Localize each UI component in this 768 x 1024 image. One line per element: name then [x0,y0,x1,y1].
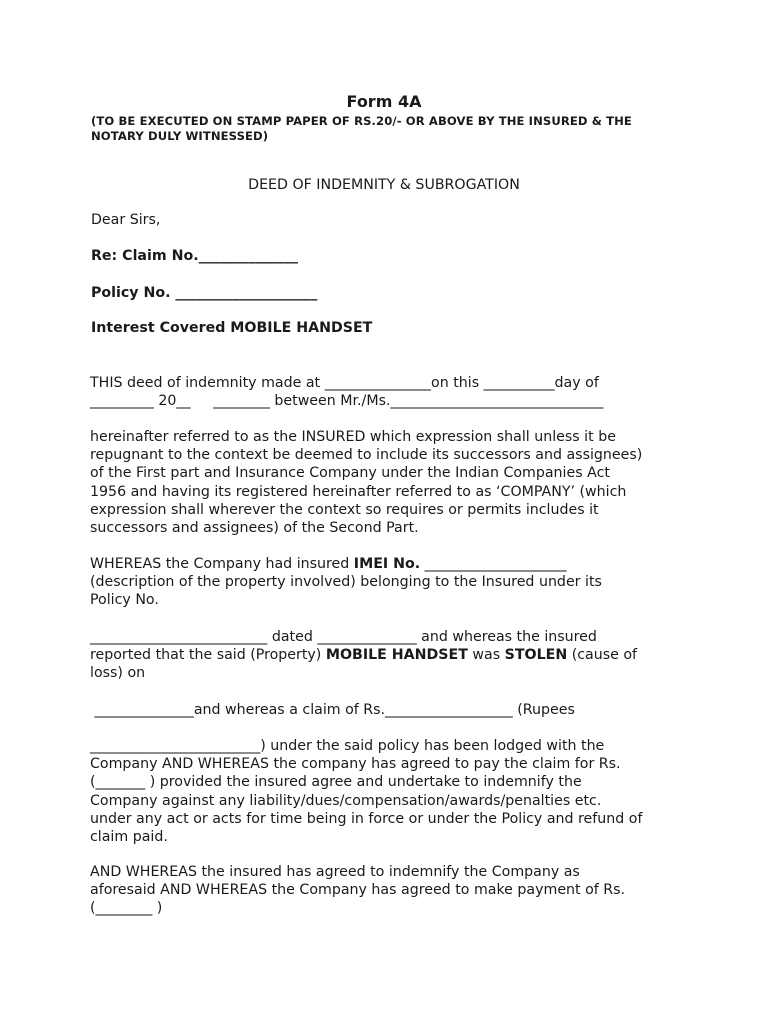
paragraph-line: _________ 20__ ________ between Mr./Ms.______________________________ [90,393,604,410]
paragraph-line [90,646,690,664]
paragraph-line: THIS deed of indemnity made at _______________on this __________day of [90,375,599,391]
indemnify-undertaking-paragraph [90,737,690,846]
loss-mid: was [467,647,505,664]
paragraph-line: _________________________ dated ______________ and whereas the insured [90,629,597,645]
paragraph-line: Policy No. [90,592,159,609]
paragraph-line: ________________________) under the said policy has been lodged with the [90,738,605,754]
imei-label: IMEI No. [353,556,421,572]
loss-report-paragraph [90,628,690,683]
loss-cause-label: STOLEN [504,647,568,664]
claim-number-line: Re: Claim No.______________ [91,248,298,264]
paragraph-line: loss) on [90,665,146,682]
paragraph-line: claim paid. [90,829,168,846]
loss-suffix: (cause of [567,647,638,664]
form-instruction [91,114,691,143]
paragraph-line: under any act or acts for time being in force or under the Policy and refund of [90,810,643,827]
policy-number-line: Policy No. ____________________ [91,285,318,301]
paragraph-line: AND WHEREAS the insured has agreed to indemnify the Company as [90,864,580,880]
insured-definition-paragraph [90,428,690,537]
imei-blank: ____________________ [420,556,567,572]
paragraph-line: aforesaid AND WHEREAS the Company has agreed to make payment of Rs. [90,882,626,899]
payment-paragraph [90,863,690,918]
paragraph-line: (_______ ) provided the insured agree and undertake to indemnify the [90,774,582,791]
paragraph-line: (description of the property involved) belonging to the Insured under its [90,574,602,591]
property-label: MOBILE HANDSET [325,647,468,664]
imei-paragraph [90,555,690,610]
form-instruction-line: NOTARY DULY WITNESSED) [91,128,269,143]
paragraph-line: Company against any liability/dues/compensation/awards/penalties etc. [90,792,602,809]
paragraph-line: hereinafter referred to as the INSURED which expression shall unless it be [90,429,616,445]
deed-made-paragraph [90,374,690,410]
paragraph-line: repugnant to the context be deemed to include its successors and assignees) [90,447,643,464]
form-instruction-line: (TO BE EXECUTED ON STAMP PAPER OF RS.20/- OR ABOVE BY THE INSURED & THE [91,114,632,128]
interest-covered-line: Interest Covered MOBILE HANDSET [91,320,373,336]
paragraph-line: (________ ) [90,900,163,917]
loss-prefix: reported that the said (Property) [90,647,326,664]
imei-prefix: WHEREAS the Company had insured [90,556,354,572]
form-title: Form 4A [346,92,422,111]
paragraph-line: 1956 and having its registered hereinafter referred to as ‘COMPANY’ (which [90,483,627,500]
salutation: Dear Sirs, [91,212,161,228]
paragraph-line: expression shall wherever the context so requires or permits includes it [90,501,599,518]
paragraph-line: ______________and whereas a claim of Rs.__________________ (Rupees [90,702,575,718]
claim-amount-paragraph [90,701,690,719]
paragraph-line: successors and assignees) of the Second Part. [90,520,419,537]
paragraph-line: Company AND WHEREAS the company has agreed to pay the claim for Rs. [90,756,621,773]
paragraph-line [90,555,690,573]
deed-title: DEED OF INDEMNITY & SUBROGATION [248,177,520,193]
paragraph-line: of the First part and Insurance Company under the Indian Companies Act [90,465,610,482]
